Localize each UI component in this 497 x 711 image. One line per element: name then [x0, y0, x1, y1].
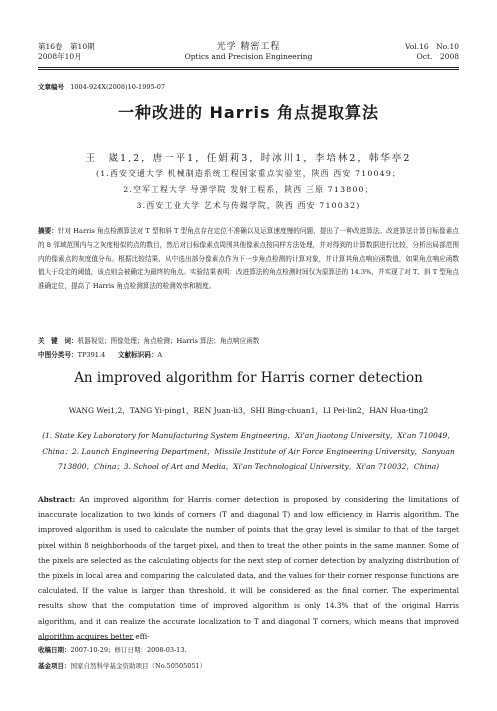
- class-label: 中图分类号：: [38, 351, 78, 359]
- affiliation-cn-1: (1.西安交通大学 机械制造系统工程国家重点实验室，陕西 西安 710049；: [96, 169, 401, 178]
- affiliation-cn-3: 3.西安工业大学 艺术与传媒学院，陕西 西安 710032): [136, 201, 361, 210]
- header-rule-thin: [38, 69, 459, 70]
- volume-issue: 第16卷 第10期: [38, 42, 95, 51]
- abstract-cn: [38, 225, 459, 294]
- authors-en: WANG Wei1,2，TANG Yi-ping1，REN Juan-li3，SHI Bing-chuan1，LI Pei-lin2，HAN Hua-ting2: [68, 406, 429, 415]
- footnote-received: [38, 645, 187, 654]
- doc-code-value: A: [157, 351, 163, 359]
- doc-code-label: 文献标识码：: [117, 351, 158, 359]
- received-label: 收稿日期：: [38, 646, 71, 654]
- abstract-cn-text: 针对 Harris 角点检测算法对 T 型和斜 T 型角点存在定位不准确以及运算速度慢的问题，提出了一种改进算法。改进算法计算目标像素点的 8 邻域范围内与之灰度相似的点的数目，然后对目标像素点周围其他像素点按同样方法处理，并对得到的计算数据进行比较，分析出局部范围内的像素点的灰度值分布。根据比较结果，从中选出部分像素点作为下一步角点检测的计算对象，并计算其角点响应函数值，如果角点响应函数值大于设定的阈值，该点则会被确定为最终的角点。实验结果表明：改进算法的角点检测时间仅为原算法的 14.3%，并实现了对 T、斜 T 型角点准确定位，提高了 Harris 角点检测算法的检测效率和精度。: [38, 227, 460, 291]
- article-number: [38, 82, 165, 91]
- received-dates: 2007-10-29；修订日期：2008-03-13.: [70, 646, 187, 654]
- paper-title-cn: 一种改进的 Harris 角点提取算法: [117, 103, 380, 122]
- fund-text: 国家自然科学基金资助项目（No.50505051）: [70, 662, 207, 670]
- footnote-fund: [38, 661, 206, 670]
- authors-cn: 王 崴1,2，唐一平1，任娟莉3，时冰川1，李培林2，韩华亭2: [85, 153, 412, 164]
- class-value: TP391.4: [77, 351, 106, 359]
- journal-volume-info-en: [405, 42, 459, 62]
- abstract-en-text: An improved algorithm for Harris corner detection is proposed by considering the limitations of inaccurate localization to two kinds of corners (T and diagonal T) and low efficiency in Harris algorithm. The improved algorithm is used to calculate the number of points that the gray level is similar to that of the target pixel within 8 neighborhoods of the target pixel, and then to treat the other points in the same manner. Some of the pixels are selected as the calculating objects for the next step of corner detection by analyzing distribution of the pixels in local area and comparing the calculated data, and the values for their corner response functions are calculated. If the value is larger than threshold, it will be considered as the final corner. The experimental results show that the computation time of improved algorithm is only 14.3% that of the original Harris algorithm, and it can realize the accurate localization to T and diagonal T corners, which means that improved algorithm acquires better effi-: [38, 495, 459, 641]
- affiliation-en: (1. State Key Laboratory for Manufacturing System Engineering，Xi'an Jiaotong University，Xi'an 710049，China；2. Launch Engineering Department，Missile Institute of Air Force Engineering University，Sanyuan 713800，China；3. School of Art and Media，Xi'an Technological University，Xi'an 710032，China): [42, 431, 455, 471]
- keywords-cn-label: 关 键 词：: [38, 337, 78, 345]
- abstract-en-label: Abstract:: [38, 495, 76, 504]
- affiliation-cn-2: 2.空军工程大学 导弹学院 发射工程系，陕西 三原 713800；: [123, 185, 374, 194]
- footnote-rule: [38, 639, 134, 640]
- fund-label: 基金项目：: [38, 662, 71, 670]
- paper-title-en: An improved algorithm for Harris corner detection: [74, 370, 423, 386]
- classification-cn: [38, 349, 162, 359]
- article-number-label: 文章编号: [38, 83, 64, 91]
- journal-name-cn: 光学 精密工程: [216, 42, 281, 52]
- header-rule: [38, 67, 459, 68]
- issue-date-en: Oct. 2008: [416, 52, 459, 61]
- abstract-cn-label: 摘要：: [38, 227, 58, 235]
- article-number-value: 1004-924X(2008)10-1995-07: [70, 83, 166, 91]
- keywords-cn-text: 机器视觉；图像处理；角点检测；Harris 算法；角点响应函数: [77, 337, 260, 345]
- abstract-en: [38, 492, 459, 644]
- journal-name-en: Optics and Precision Engineering: [184, 52, 313, 61]
- issue-date: 2008年10月: [38, 52, 82, 61]
- volume-issue-en: Vol.16 No.10: [405, 42, 459, 51]
- keywords-cn: [38, 335, 259, 345]
